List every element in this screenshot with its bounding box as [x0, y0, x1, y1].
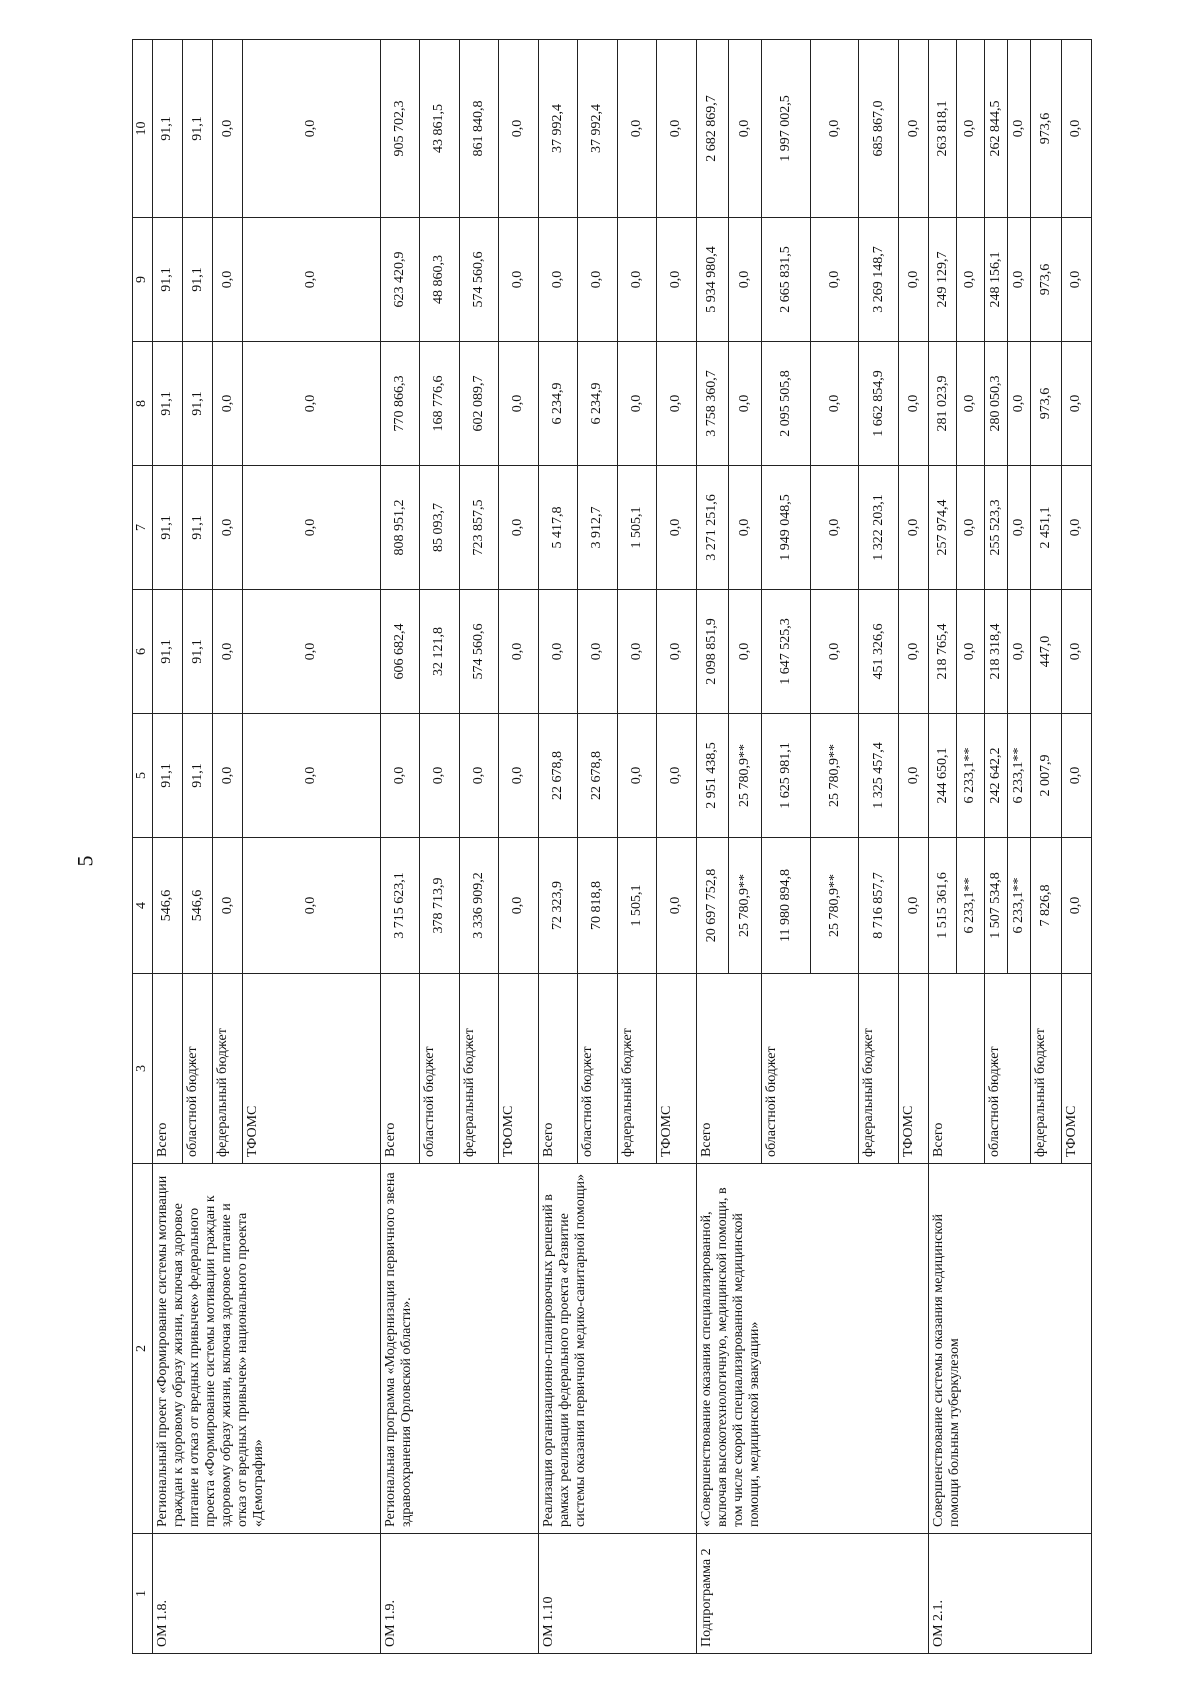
amount-subvalue: 0,0: [962, 119, 978, 138]
measure-code: ОМ 1.9.: [380, 1534, 538, 1654]
amount-cell: [696, 342, 761, 466]
amount-value: 0,0: [499, 590, 539, 714]
amount-value: 1 647 525,3: [762, 590, 811, 713]
col-number: 10: [133, 40, 153, 218]
amount-value: 2 451,1: [1031, 466, 1061, 590]
amount-cell: [984, 714, 1030, 838]
amount-value: 2 665 831,5: [762, 218, 811, 341]
amount-value: 8 716 857,7: [859, 838, 899, 974]
amount-cell: [984, 342, 1030, 466]
amount-subvalue: 6 233,1**: [1011, 747, 1027, 804]
col-number: 2: [133, 1164, 153, 1534]
measure-code: ОМ 1.10: [538, 1534, 696, 1654]
amount-cell: [929, 466, 985, 590]
amount-value: 0,0: [459, 714, 499, 838]
amount-cell: [984, 838, 1030, 974]
amount-value: 255 523,3: [985, 466, 1008, 589]
amount-value: 451 326,6: [859, 590, 899, 714]
amount-cell: [929, 590, 985, 714]
amount-value: 0,0: [499, 714, 539, 838]
amount-value: 3 336 909,2: [459, 838, 499, 974]
amount-value: 281 023,9: [929, 342, 957, 465]
amount-value: 5 417,8: [538, 466, 578, 590]
amount-value: 91,1: [182, 466, 212, 590]
amount-value: 32 121,8: [420, 590, 460, 714]
funding-source: областной бюджет: [761, 974, 859, 1164]
amount-subvalue: 25 780,9**: [826, 744, 842, 807]
amount-value: 0,0: [538, 218, 578, 342]
amount-value: 0,0: [578, 590, 618, 714]
amount-value: 2 682 869,7: [697, 40, 730, 217]
page-number: 5: [72, 855, 98, 867]
amount-cell: [984, 218, 1030, 342]
measure-code: ОМ 1.8.: [152, 1534, 380, 1654]
amount-value: 0,0: [657, 466, 697, 590]
measure-code: Подпрограмма 2: [696, 1534, 928, 1654]
col-number: 4: [133, 838, 153, 974]
amount-value: 0,0: [213, 590, 243, 714]
amount-value: 22 678,8: [578, 714, 618, 838]
amount-value: 723 857,5: [459, 466, 499, 590]
amount-value: 574 560,6: [459, 218, 499, 342]
amount-value: 0,0: [380, 714, 420, 838]
amount-value: 1 325 457,4: [859, 714, 899, 838]
amount-subvalue: 0,0: [826, 518, 842, 537]
amount-value: 91,1: [182, 218, 212, 342]
amount-value: 91,1: [182, 590, 212, 714]
amount-cell: [761, 590, 859, 714]
rotated-table-wrapper: [132, 40, 1092, 1654]
table-body: [133, 40, 1092, 1654]
amount-cell: [696, 838, 761, 974]
amount-cell: [984, 40, 1030, 218]
amount-cell: [984, 466, 1030, 590]
amount-value: 2 098 851,9: [697, 590, 730, 713]
funding-source: ТФОМС: [1061, 974, 1091, 1164]
funding-source: федеральный бюджет: [213, 974, 243, 1164]
amount-value: 0,0: [657, 590, 697, 714]
amount-value: 262 844,5: [985, 40, 1008, 217]
amount-value: 0,0: [657, 40, 697, 218]
amount-value: 3 269 148,7: [859, 218, 899, 342]
amount-value: 0,0: [213, 714, 243, 838]
amount-value: 0,0: [213, 218, 243, 342]
amount-subvalue: 6 233,1**: [1011, 877, 1027, 934]
amount-value: 0,0: [213, 838, 243, 974]
measure-code: ОМ 2.1.: [929, 1534, 1092, 1654]
amount-value: 218 765,4: [929, 590, 957, 713]
amount-value: 685 867,0: [859, 40, 899, 218]
funding-source: ТФОМС: [657, 974, 697, 1164]
funding-source: Всего: [929, 974, 985, 1164]
amount-value: 808 951,2: [380, 466, 420, 590]
amount-value: 242 642,2: [985, 714, 1008, 837]
amount-value: 91,1: [152, 466, 182, 590]
table-row: [538, 40, 578, 1654]
amount-value: 248 156,1: [985, 218, 1008, 341]
amount-value: 0,0: [617, 40, 657, 218]
table-row: [152, 40, 182, 1654]
amount-subvalue: 6 233,1**: [962, 877, 978, 934]
amount-value: 606 682,4: [380, 590, 420, 714]
funding-source: федеральный бюджет: [1031, 974, 1061, 1164]
amount-value: 3 912,7: [578, 466, 618, 590]
col-number: 5: [133, 714, 153, 838]
funding-source: федеральный бюджет: [459, 974, 499, 1164]
measure-name: Региональный проект «Формирование системы мотивации граждан к здоровому образу жизни, включая здоровое питание и отказ от вредных привычек» федерального проекта «Формирование системы мотивации граждан к здоровому образу жизни, включая здоровое питание и отказ от вредных привычек» национального проекта «Демография»: [152, 1164, 380, 1534]
amount-subvalue: 0,0: [737, 394, 752, 413]
amount-cell: [761, 342, 859, 466]
amount-value: 1 322 203,1: [859, 466, 899, 590]
amount-cell: [696, 590, 761, 714]
amount-cell: [929, 218, 985, 342]
amount-subvalue: 25 780,9**: [737, 744, 752, 807]
amount-subvalue: 0,0: [1011, 642, 1027, 661]
amount-value: 1 997 002,5: [762, 40, 811, 217]
amount-value: 3 271 251,6: [697, 466, 730, 589]
funding-source: ТФОМС: [243, 974, 380, 1164]
funding-source: областной бюджет: [420, 974, 460, 1164]
amount-value: 2 095 505,8: [762, 342, 811, 465]
amount-value: 1 505,1: [617, 838, 657, 974]
funding-source: Всего: [538, 974, 578, 1164]
amount-cell: [761, 838, 859, 974]
amount-value: 218 318,4: [985, 590, 1008, 713]
amount-subvalue: 0,0: [962, 394, 978, 413]
amount-value: 0,0: [1061, 590, 1091, 714]
amount-value: 447,0: [1031, 590, 1061, 714]
amount-value: 22 678,8: [538, 714, 578, 838]
column-numbers-row: [133, 40, 153, 1654]
amount-subvalue: 0,0: [962, 642, 978, 661]
amount-value: 48 860,3: [420, 218, 460, 342]
amount-subvalue: 0,0: [1011, 119, 1027, 138]
amount-cell: [929, 714, 985, 838]
amount-value: 37 992,4: [538, 40, 578, 218]
amount-value: 0,0: [499, 40, 539, 218]
amount-value: 0,0: [420, 714, 460, 838]
amount-value: 5 934 980,4: [697, 218, 730, 341]
amount-value: 973,6: [1031, 342, 1061, 466]
amount-subvalue: 25 780,9**: [826, 874, 842, 937]
amount-cell: [929, 342, 985, 466]
measure-name: «Совершенствование оказания специализированной, включая высокотехнологичную, медицинской помощи, в том числе скорой специализированной медицинской помощи, медицинской эвакуации»: [696, 1164, 928, 1534]
amount-value: 0,0: [1061, 40, 1091, 218]
amount-cell: [761, 40, 859, 218]
amount-value: 861 840,8: [459, 40, 499, 218]
amount-value: 91,1: [182, 40, 212, 218]
amount-cell: [761, 466, 859, 590]
amount-subvalue: 25 780,9**: [737, 874, 752, 937]
amount-value: 973,6: [1031, 218, 1061, 342]
amount-value: 0,0: [1061, 218, 1091, 342]
amount-value: 973,6: [1031, 40, 1061, 218]
amount-value: 257 974,4: [929, 466, 957, 589]
amount-value: 0,0: [243, 40, 380, 218]
funding-source: областной бюджет: [578, 974, 618, 1164]
amount-value: 7 826,8: [1031, 838, 1061, 974]
amount-value: 20 697 752,8: [697, 838, 730, 973]
funding-source: Всего: [380, 974, 420, 1164]
amount-value: 0,0: [657, 714, 697, 838]
amount-value: 1 505,1: [617, 466, 657, 590]
amount-value: 0,0: [213, 342, 243, 466]
amount-value: 378 713,9: [420, 838, 460, 974]
amount-value: 91,1: [152, 40, 182, 218]
amount-value: 91,1: [152, 590, 182, 714]
amount-value: 0,0: [1061, 342, 1091, 466]
funding-source: федеральный бюджет: [859, 974, 899, 1164]
amount-value: 0,0: [213, 40, 243, 218]
amount-value: 11 980 894,8: [762, 838, 811, 973]
amount-value: 0,0: [617, 590, 657, 714]
funding-source: федеральный бюджет: [617, 974, 657, 1164]
amount-cell: [761, 218, 859, 342]
amount-cell: [696, 714, 761, 838]
amount-value: 1 625 981,1: [762, 714, 811, 837]
amount-value: 168 776,6: [420, 342, 460, 466]
amount-value: 905 702,3: [380, 40, 420, 218]
table-row: [380, 40, 420, 1654]
amount-value: 249 129,7: [929, 218, 957, 341]
amount-value: 0,0: [657, 838, 697, 974]
amount-value: 0,0: [243, 714, 380, 838]
amount-value: 0,0: [1061, 466, 1091, 590]
amount-subvalue: 0,0: [962, 518, 978, 537]
table-row: [929, 40, 985, 1654]
amount-value: 1 507 534,8: [985, 838, 1008, 973]
amount-value: 91,1: [182, 714, 212, 838]
amount-subvalue: 0,0: [1011, 394, 1027, 413]
amount-value: 91,1: [152, 218, 182, 342]
amount-value: 602 089,7: [459, 342, 499, 466]
amount-value: 0,0: [499, 218, 539, 342]
col-number: 8: [133, 342, 153, 466]
amount-value: 0,0: [617, 714, 657, 838]
amount-value: 3 758 360,7: [697, 342, 730, 465]
table-row: [696, 40, 761, 1654]
amount-value: 6 234,9: [578, 342, 618, 466]
amount-value: 91,1: [152, 714, 182, 838]
funding-source: областной бюджет: [182, 974, 212, 1164]
budget-table: [132, 39, 1092, 1654]
amount-value: 0,0: [243, 466, 380, 590]
amount-value: 91,1: [182, 342, 212, 466]
amount-value: 0,0: [898, 40, 928, 218]
col-number: 6: [133, 590, 153, 714]
measure-name: Реализация организационно-планировочных решений в рамках реализации федерального проекта «Развитие системы оказания первичной медико-санитарной помощи»: [538, 1164, 696, 1534]
amount-value: 0,0: [617, 342, 657, 466]
amount-cell: [929, 40, 985, 218]
amount-value: 72 323,9: [538, 838, 578, 974]
amount-value: 574 560,6: [459, 590, 499, 714]
funding-source: Всего: [152, 974, 182, 1164]
amount-value: 91,1: [152, 342, 182, 466]
col-number: 7: [133, 466, 153, 590]
amount-value: 70 818,8: [578, 838, 618, 974]
amount-value: 0,0: [1061, 838, 1091, 974]
measure-name: Региональная программа «Модернизация первичного звена здравоохранения Орловской области».: [380, 1164, 538, 1534]
amount-subvalue: 0,0: [737, 270, 752, 289]
amount-value: 0,0: [898, 590, 928, 714]
amount-value: 1 515 361,6: [929, 838, 957, 973]
amount-subvalue: 0,0: [962, 270, 978, 289]
amount-subvalue: 0,0: [826, 642, 842, 661]
amount-value: 0,0: [898, 342, 928, 466]
amount-value: 0,0: [617, 218, 657, 342]
amount-value: 37 992,4: [578, 40, 618, 218]
amount-value: 1 662 854,9: [859, 342, 899, 466]
amount-subvalue: 0,0: [1011, 270, 1027, 289]
funding-source: ТФОМС: [499, 974, 539, 1164]
amount-value: 0,0: [243, 218, 380, 342]
amount-value: 2 007,9: [1031, 714, 1061, 838]
amount-value: 244 650,1: [929, 714, 957, 837]
amount-subvalue: 0,0: [737, 518, 752, 537]
col-number: 9: [133, 218, 153, 342]
amount-subvalue: 0,0: [826, 270, 842, 289]
amount-subvalue: 0,0: [737, 119, 752, 138]
amount-cell: [696, 40, 761, 218]
amount-value: 0,0: [243, 590, 380, 714]
amount-cell: [929, 838, 985, 974]
col-number: 3: [133, 974, 153, 1164]
amount-value: 280 050,3: [985, 342, 1008, 465]
amount-subvalue: 0,0: [826, 119, 842, 138]
amount-value: 0,0: [578, 218, 618, 342]
amount-value: 0,0: [898, 838, 928, 974]
amount-value: 1 949 048,5: [762, 466, 811, 589]
amount-subvalue: 0,0: [1011, 518, 1027, 537]
amount-value: 0,0: [243, 838, 380, 974]
amount-cell: [984, 590, 1030, 714]
amount-value: 0,0: [499, 342, 539, 466]
amount-value: 0,0: [213, 466, 243, 590]
amount-value: 0,0: [657, 218, 697, 342]
amount-subvalue: 6 233,1**: [962, 747, 978, 804]
funding-source: Всего: [696, 974, 761, 1164]
amount-subvalue: 0,0: [826, 394, 842, 413]
amount-cell: [761, 714, 859, 838]
amount-value: 43 861,5: [420, 40, 460, 218]
amount-value: 623 420,9: [380, 218, 420, 342]
amount-value: 546,6: [182, 838, 212, 974]
amount-value: 6 234,9: [538, 342, 578, 466]
amount-value: 0,0: [657, 342, 697, 466]
amount-value: 0,0: [1061, 714, 1091, 838]
col-number: 1: [133, 1534, 153, 1654]
amount-value: 0,0: [499, 466, 539, 590]
amount-subvalue: 0,0: [737, 642, 752, 661]
amount-value: 0,0: [538, 590, 578, 714]
amount-value: 0,0: [898, 466, 928, 590]
funding-source: ТФОМС: [898, 974, 928, 1164]
amount-value: 263 818,1: [929, 40, 957, 217]
amount-cell: [696, 218, 761, 342]
amount-value: 0,0: [898, 218, 928, 342]
amount-value: 0,0: [243, 342, 380, 466]
amount-value: 3 715 623,1: [380, 838, 420, 974]
amount-value: 85 093,7: [420, 466, 460, 590]
amount-value: 0,0: [499, 838, 539, 974]
amount-value: 2 951 438,5: [697, 714, 730, 837]
funding-source: областной бюджет: [984, 974, 1030, 1164]
amount-cell: [696, 466, 761, 590]
amount-value: 0,0: [898, 714, 928, 838]
amount-value: 546,6: [152, 838, 182, 974]
measure-name: Совершенствование системы оказания медицинской помощи больным туберкулезом: [929, 1164, 1092, 1534]
amount-value: 770 866,3: [380, 342, 420, 466]
